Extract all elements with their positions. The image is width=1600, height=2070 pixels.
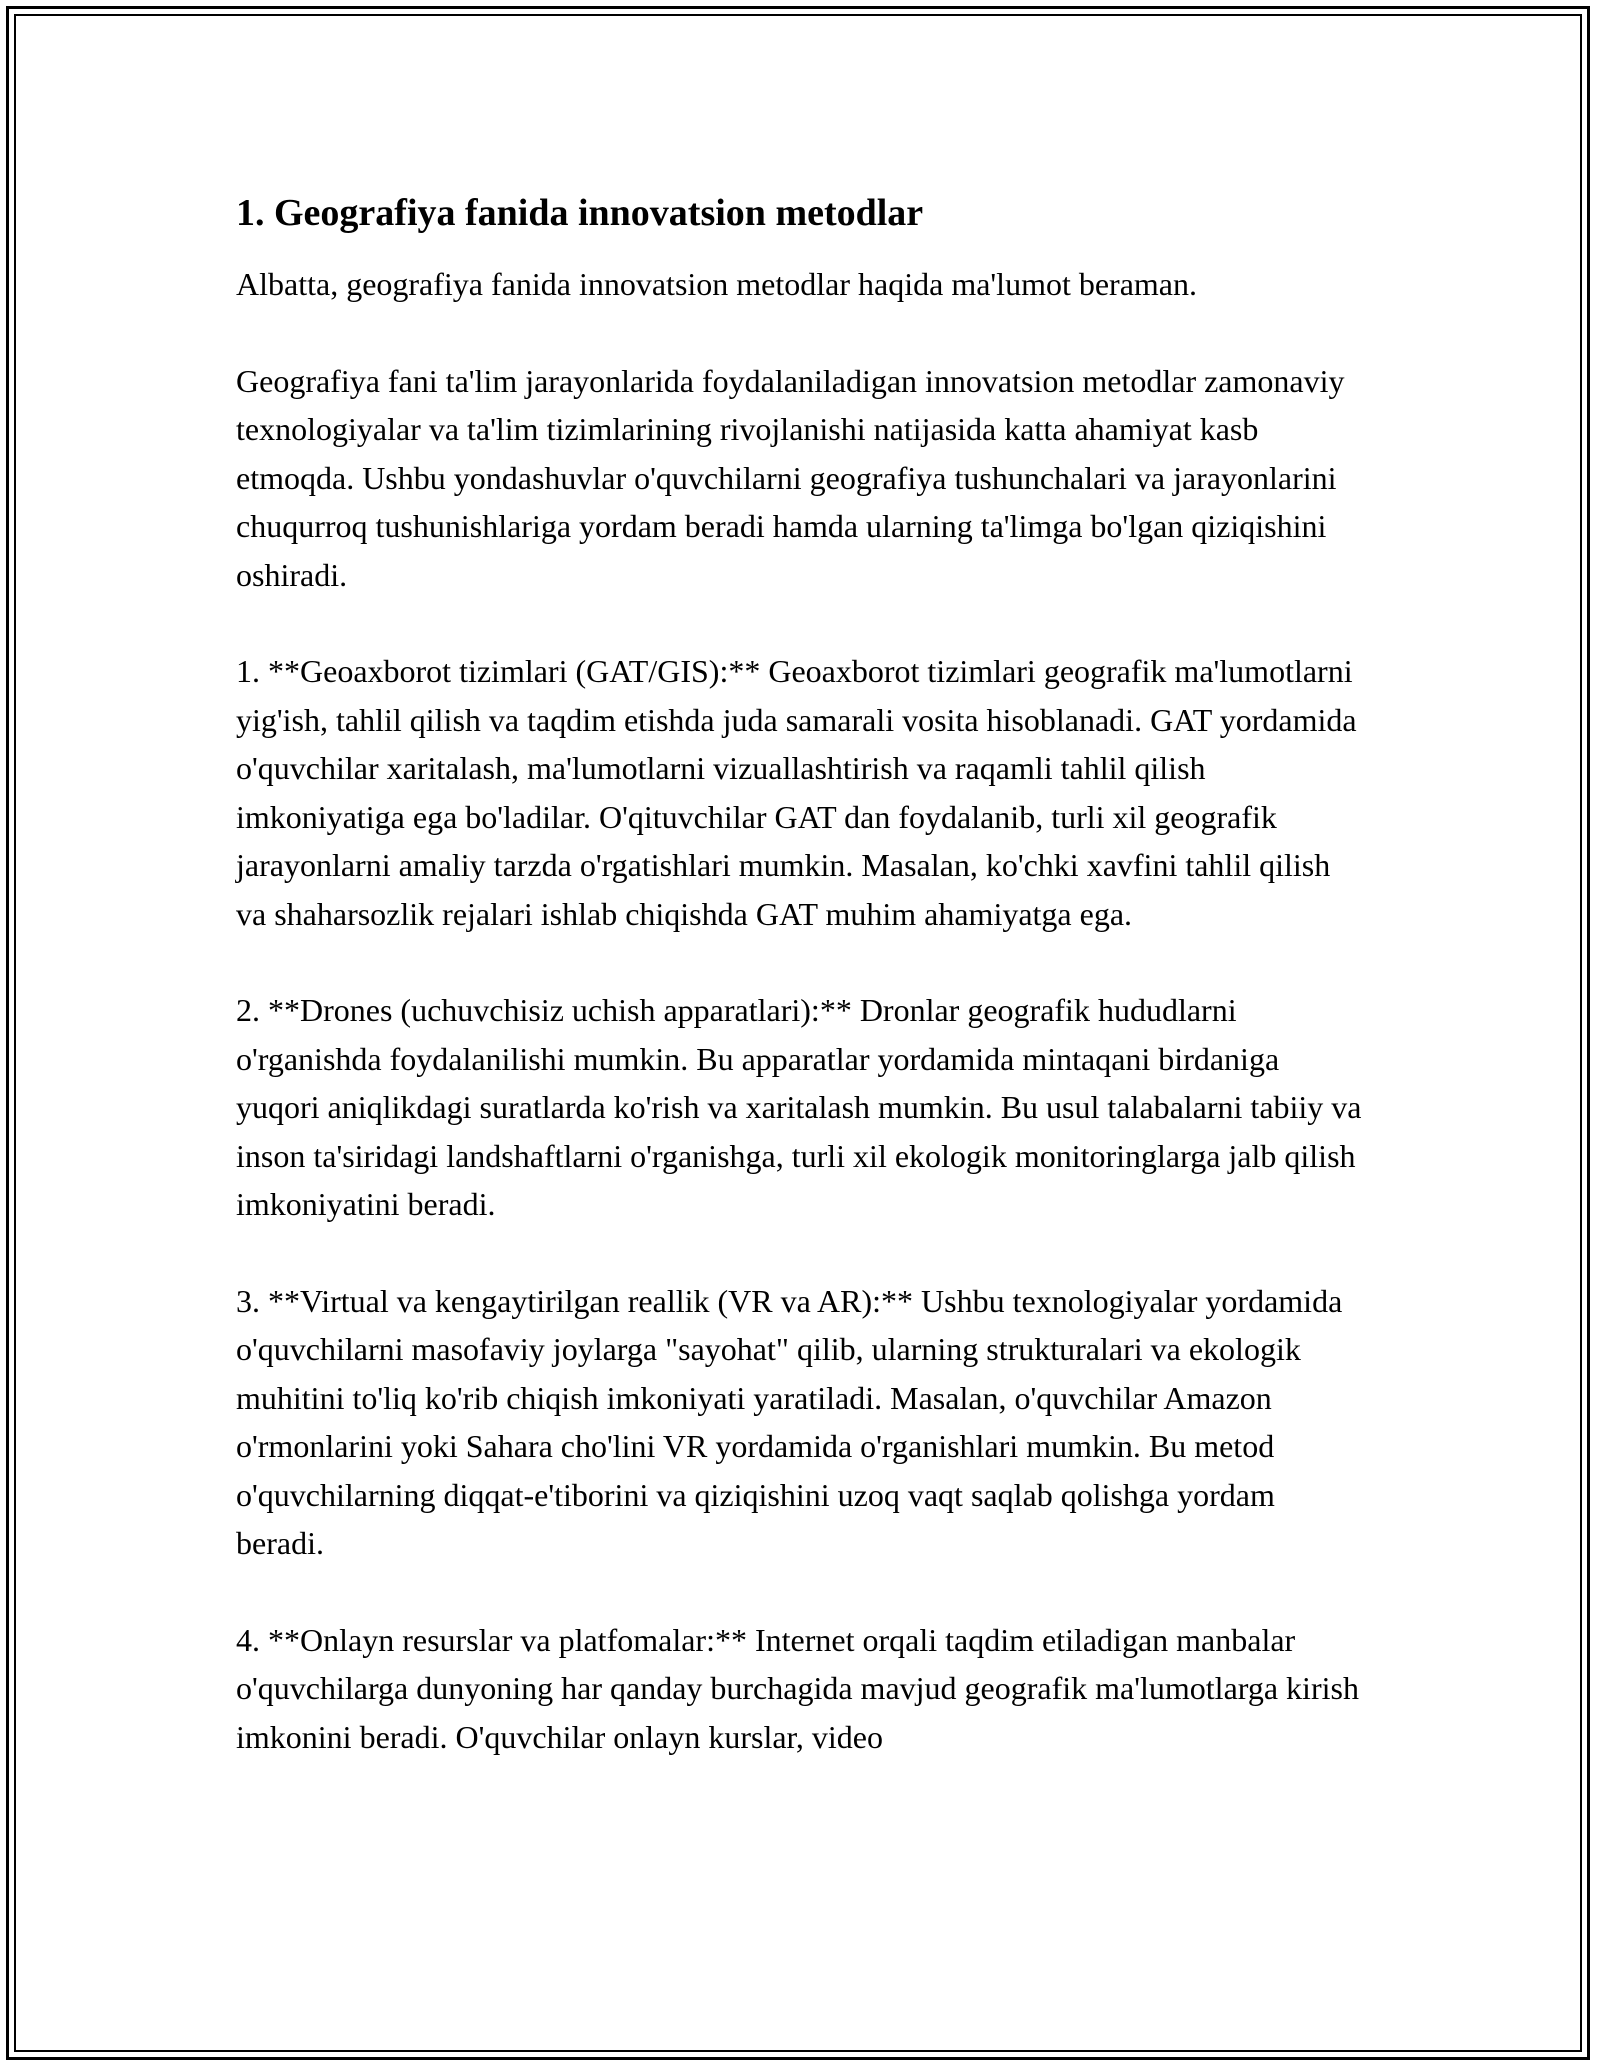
document-title: 1. Geografiya fanida innovatsion metodlar [236, 192, 924, 234]
overview-paragraph: Geografiya fani ta'lim jarayonlarida foydalaniladigan innovatsion metodlar zamonaviy texnologiyalar va ta'lim tizimlarining rivojlanishi natijasida katta ahamiyat kasb etmoqda. Ushbu yondashuvlar o'quvchilarni geografiya tushunchalari va jarayonlarini chuqurroq tushunishlariga yordam beradi hamda ularning ta'limga bo'lgan qiziqishini oshiradi. [236, 362, 1345, 593]
method-item-vr-ar: 3. **Virtual va kengaytirilgan reallik (VR va AR):** Ushbu texnologiyalar yordamida o'quvchilarni masofaviy joylarga "sayohat" qilib, ularning strukturalari va ekologik muhitini to'liq ko'rib chiqish imkoniyati yaratiladi. Masalan, o'quvchilar Amazon o'rmonlarini yoki Sahara cho'lini VR yordamida o'rganishlari mumkin. Bu metod o'quvchilarning diqqat-e'tiborini va qiziqishini uzoq vaqt saqlab qolishga yordam beradi. [236, 1282, 1343, 1561]
intro-paragraph: Albatta, geografiya fanida innovatsion metodlar haqida ma'lumot beraman. [236, 266, 1197, 302]
document-page [236, 186, 1364, 1809]
method-item-gis: 1. **Geoaxborot tizimlari (GAT/GIS):** Geoaxborot tizimlari geografik ma'lumotlarni yig'ish, tahlil qilish va taqdim etishda juda samarali vosita hisoblanadi. GAT yordamida o'quvchilar xaritalash, ma'lumotlarni vizuallashtirish va raqamli tahlil qilish imkoniyatiga ega bo'ladilar. O'qituvchilar GAT dan foydalanib, turli xil geografik jarayonlarni amaliy tarzda o'rgatishlari mumkin. Masalan, ko'chki xavfini tahlil qilish va shaharsozlik rejalari ishlab chiqishda GAT muhim ahamiyatga ega. [236, 653, 1357, 932]
method-item-online-resources: 4. **Onlayn resurslar va platfomalar:** Internet orqali taqdim etiladigan manbalar o'quvchilarga dunyoning har qanday burchagida mavjud geografik ma'lumotlarga kirish imkonini beradi. O'quvchilar onlayn kurslar, video [236, 1621, 1359, 1755]
method-item-drones: 2. **Drones (uchuvchisiz uchish apparatlari):** Dronlar geografik hududlarni o'rganishda foydalanilishi mumkin. Bu apparatlar yordamida mintaqani birdaniga yuqori aniqlikdagi suratlarda ko'rish va xaritalash mumkin. Bu usul talabalarni tabiiy va inson ta'siridagi landshaftlarni o'rganishga, turli xil ekologik monitoringlarga jalb qilish imkoniyatini beradi. [236, 992, 1362, 1222]
